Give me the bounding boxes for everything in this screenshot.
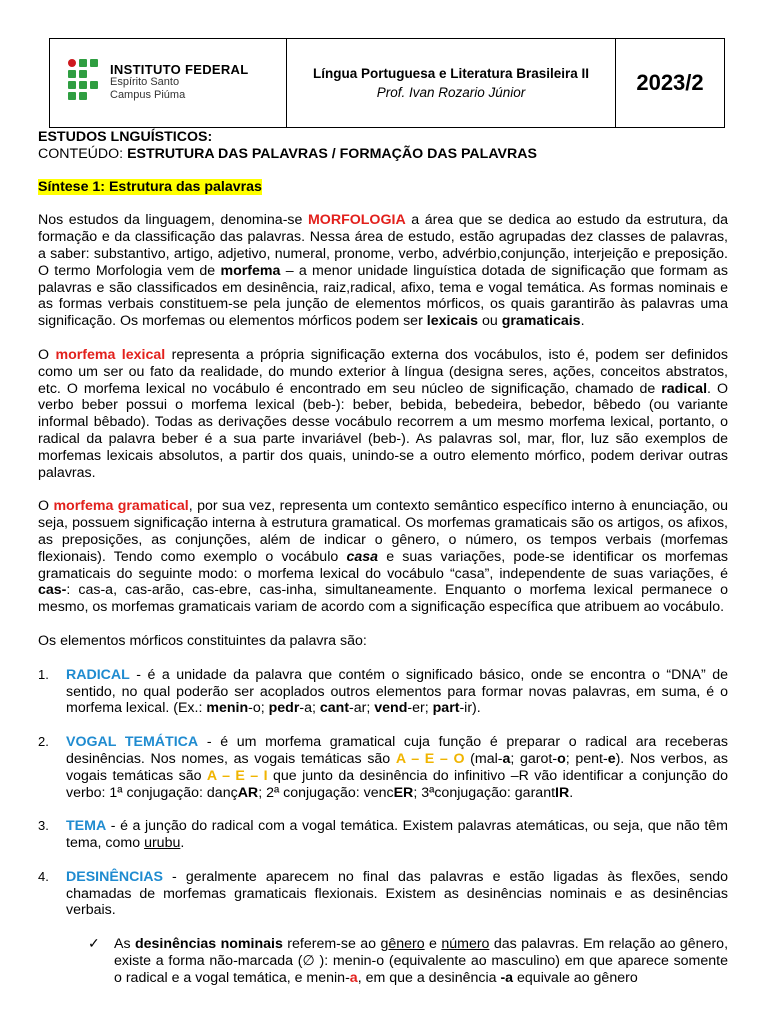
term-genero: gênero — [380, 936, 425, 953]
synthesis-heading: Síntese 1: Estrutura das palavras — [38, 178, 262, 195]
text: equivale ao gênero — [513, 969, 638, 986]
synthesis-heading-row — [38, 179, 728, 196]
text: Nos estudos da linguagem, denomina-se — [38, 212, 308, 229]
vowel-example: o — [557, 750, 566, 767]
institute-name-line3: Campus Piúma — [110, 89, 186, 101]
content-label: CONTEÚDO: — [38, 145, 128, 162]
nominal-vowels: A – E – O — [395, 750, 465, 767]
paragraph-morfema-lexical — [38, 347, 728, 481]
text: ; 3ªconjugação: garant — [413, 784, 556, 801]
term-tema: TEMA — [66, 818, 107, 835]
logo-cell — [50, 39, 287, 127]
list-item-tema — [38, 818, 728, 852]
text: . — [580, 313, 585, 330]
term-lexicais: lexicais — [426, 313, 479, 330]
institute-name — [110, 63, 248, 102]
example-radical: menin — [206, 700, 249, 717]
course-cell — [287, 39, 616, 127]
list-text — [66, 818, 728, 852]
verbal-vowels: A – E – I — [206, 767, 268, 784]
text: . O verbo beber possui o morfema lexical (beb-): beber, bebida, bebedeira, bebedor, bêbedo (ou variante informal bêbado). Todas as derivações desse vocábulo recorrem a um mesmo morfema lexical, portanto, o radical da palavra beber é a sua parte invariável (beb-). As palavras sol, mar, flor, luz são exemplos de morfemas lexicais absolutos, a partir dos quais, unindo-se a outro elemento mórfico, podem derivar outras palavras. — [38, 380, 729, 481]
text: referem-se ao — [282, 936, 381, 953]
text: e — [424, 936, 442, 953]
text: e suas variações, pode-se identificar os morfemas gramaticais do seguinte modo: o morfema lexical do vocábulo “casa”, independente de suas variações, é — [38, 548, 728, 582]
list-text — [66, 667, 728, 717]
text: ; 2ª conjugação: venc — [258, 784, 394, 801]
institute-name-line2: Espírito Santo — [110, 76, 180, 88]
text: - é a junção do radical com a vogal temática. Existem palavras atemáticas, ou seja, que não têm tema, como — [66, 818, 728, 852]
suffix-bold-a: -a — [500, 969, 514, 986]
text: -o; — [248, 700, 269, 717]
example-urubu: urubu — [144, 835, 181, 852]
text: , por sua vez, representa um contexto semântico específico interno à enunciação, ou seja, possuem significação interna à estrutura gramatical. Os morfemas gramaticais são os artigos, os afixos, as preposições, as conjunções, além de indicar o gênero, o número, os tempos verbais (morfemas flexionais). Tendo como exemplo o vocábulo — [38, 498, 729, 565]
vowel-example: a — [502, 750, 511, 767]
list-number: 4. — [38, 868, 49, 884]
text: das palavras. Em relação ao gênero, existe a forma não-marcada (∅ ): menin-o (equivalente ao masculino) em que aparece somente o radical e a vogal temática, e menin- — [114, 936, 729, 986]
term-desinencias-nominais: desinências nominais — [134, 936, 283, 953]
example-radical: cant — [319, 700, 350, 717]
term-cas: cas- — [38, 582, 67, 599]
document-body — [38, 129, 728, 987]
list-number: 1. — [38, 666, 49, 682]
example-radical: pedr — [268, 700, 300, 717]
text: ou — [478, 313, 502, 330]
text: -ar; — [349, 700, 375, 717]
term-radical: radical — [661, 380, 708, 397]
content-value: ESTRUTURA DAS PALAVRAS / FORMAÇÃO DAS PALAVRAS — [127, 145, 537, 162]
institute-logo-icon — [68, 59, 100, 103]
text: : cas-a, cas-arão, cas-ebre, cas-inha, simultaneamente. Enquanto o morfema lexical permanece o mesmo, os morfemas gramaticais variam de acordo com a significação específica que atribuem ao vocábulo. — [38, 582, 728, 616]
conjugation-ending: IR — [555, 784, 570, 801]
text: . — [569, 784, 574, 801]
list-item-vogal-tematica — [38, 734, 728, 801]
institute-name-line1: INSTITUTO FEDERAL — [110, 62, 249, 77]
text: (mal- — [464, 750, 503, 767]
text: -a; — [299, 700, 320, 717]
example-radical: part — [432, 700, 460, 717]
list-item-radical — [38, 667, 728, 717]
studies-heading: ESTUDOS LNGUÍSTICOS: — [38, 129, 213, 145]
text: ; pent- — [565, 750, 608, 767]
professor-name: Prof. Ivan Rozario Júnior — [376, 85, 526, 100]
term-vogal-tematica: VOGAL TEMÁTICA — [66, 734, 199, 751]
year-cell: 2023/2 — [636, 70, 704, 95]
list-number: 3. — [38, 818, 49, 834]
text: As — [114, 936, 135, 953]
text: ; garot- — [510, 750, 558, 767]
text: - é a unidade da palavra que contém o significado básico, onde se encontra o “DNA” de sentido, no qual poderão ser acoplados outros elementos para formar novas palavras, em suma, é o morfema lexical. (Ex.: — [66, 666, 728, 717]
term-gramaticais: gramaticais — [501, 313, 581, 330]
term-radical-item: RADICAL — [66, 666, 130, 683]
text: ). Nos verbos, as vogais temáticas são — [66, 750, 728, 784]
paragraph-morfologia — [38, 212, 728, 330]
vowel-example: e — [607, 750, 616, 767]
text: - é um morfema gramatical cuja função é preparar o radical ara receberas desinências. Nos nomes, as vogais temáticas são — [66, 734, 728, 767]
example-radical: vend — [374, 700, 408, 717]
text: - geralmente aparecem no final das palavras e estão ligadas às flexões, sendo chamadas de morfemas gramaticais flexionais. Existem as desinências nominais e as desinências verbais. — [66, 868, 728, 919]
text: a área que se dedica ao estudo da estrutura, da formação e da classificação das palavras. Nessa área de estudo, estão agrupadas dez classes de palavras, a saber: substantivo, artigo, adjetivo, numeral, pronome, verbo, advérbio,conjunção, interjeição e preposição. O termo Morfologia vem de — [38, 212, 728, 279]
suffix-a: a — [349, 969, 358, 986]
term-casa: casa — [346, 548, 378, 565]
paragraph-elements-intro: Os elementos mórficos constituintes da palavra são: — [38, 632, 367, 649]
text: O — [38, 498, 54, 515]
text: – a menor unidade linguística dotada de significação que formam as palavras e são classificados em desinência, raiz,radical, afixo, tema e vogal temática. As formas nominais e as formas verbais constituem-se pela junção de elementos mórficos, os quais garantirão às palavras uma significação. Os morfemas ou elementos mórficos podem ser — [38, 262, 729, 330]
text: que junto da desinência do infinitivo –R vão identificar a conjunção do verbo: 1ª conjugação: danç — [66, 767, 728, 801]
term-numero: número — [441, 936, 490, 953]
checklist-text — [114, 936, 728, 986]
checklist-item-desinencias-nominais — [38, 936, 728, 986]
term-morfologia: MORFOLOGIA — [307, 212, 406, 229]
term-morfema-gramatical: morfema gramatical — [53, 498, 189, 515]
checkmark-icon: ✓ — [88, 936, 100, 953]
text: representa a própria significação externa dos vocábulos, isto é, podem ser definidos como um ser ou fato da realidade, do mundo exterior à língua (designa seres, ações, conceitos abstratos, etc. O morfema lexical no vocábulo é encontrado em seu núcleo de significação, chamado de — [38, 346, 728, 397]
text: O — [38, 346, 56, 363]
text: -ir). — [459, 700, 481, 717]
list-text — [66, 734, 728, 801]
conjugation-ending: AR — [237, 784, 259, 801]
content-heading — [38, 146, 728, 163]
text: , em que a desinência — [357, 969, 501, 986]
paragraph-morfema-gramatical — [38, 498, 728, 616]
term-morfema: morfema — [220, 262, 281, 279]
term-desinencias: DESINÊNCIAS — [66, 868, 163, 885]
list-text — [66, 869, 728, 919]
header-table — [49, 38, 725, 128]
list-number: 2. — [38, 734, 49, 750]
list-item-desinencias — [38, 869, 728, 919]
conjugation-ending: ER — [393, 784, 414, 801]
term-morfema-lexical: morfema lexical — [55, 346, 166, 363]
text: . — [180, 835, 185, 852]
course-title: Língua Portuguesa e Literatura Brasileira II — [312, 66, 590, 81]
text: -er; — [407, 700, 433, 717]
